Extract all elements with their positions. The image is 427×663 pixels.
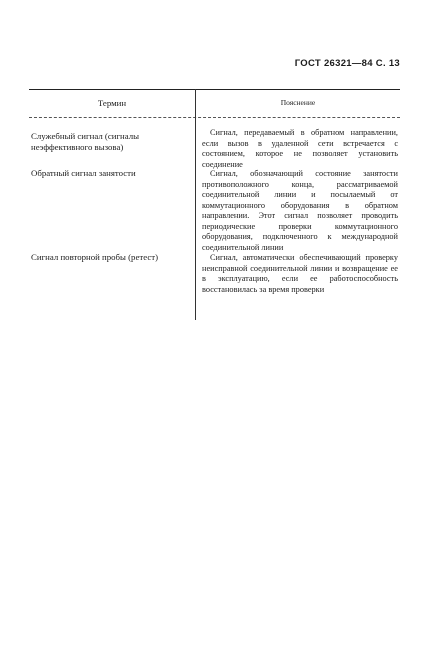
term-cell: Служебный сигнал (сигналы неэффективного вызова) [31,131,140,153]
table-column-divider [195,89,196,320]
table-header-rule [29,117,400,118]
table-top-rule [29,89,400,90]
page-header: ГОСТ 26321—84 С. 13 [294,58,400,69]
term-cell: Обратный сигнал занятости [31,168,136,178]
explanation-cell: Сигнал, передаваемый в обратном направлении, если вызов в удаленной сети встречается с состоянием, которое не позволяет установить соединение [202,128,398,169]
term-cell: Сигнал повторной пробы (ретест) [31,252,159,262]
column-header-explanation: Пояснение [280,98,316,107]
explanation-cell: Сигнал, автоматически обеспечивающий проверку неисправной соединительной линии и возвращение ее в эксплуатацию, если ее работоспособность восстановилась за время проверки [202,253,398,294]
column-header-term: Термин [97,98,127,108]
explanation-cell: Сигнал, обозначающий состояние занятости противоположного конца, рассматриваемой соединительной линии и посылаемый от коммутационного оборудования в обратном направлении. Этот сигнал позволяет проводить периодические проверки коммутационного оборудования, подключенного к международной соединительной линии [202,169,398,252]
